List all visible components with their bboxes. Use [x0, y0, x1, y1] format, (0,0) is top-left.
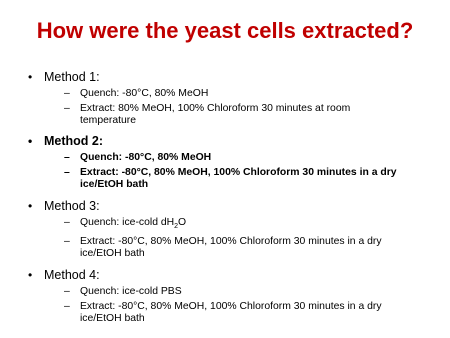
- method-3-extract-text-line1: Extract: -80°C, 80% MeOH, 100% Chloroform 30 minutes in a dry: [80, 236, 382, 248]
- method-2: [28, 134, 433, 191]
- method-4-extract-text-line1: Extract: -80°C, 80% MeOH, 100% Chloroform 30 minutes in a dry: [80, 301, 382, 313]
- bullet-icon: •: [28, 199, 33, 213]
- method-2-extract-text-line1: Extract: -80°C, 80% MeOH, 100% Chloroform 30 minutes in a dry: [80, 167, 397, 178]
- method-3-extract-text-line2: ice/EtOH bath: [80, 248, 145, 260]
- method-3-quench-suffix: O: [178, 217, 187, 228]
- method-3: [28, 199, 433, 260]
- method-4-heading: [28, 268, 433, 283]
- dash-icon: –: [64, 286, 70, 298]
- bullet-icon: •: [28, 70, 33, 84]
- method-1-quench: [28, 88, 433, 100]
- method-1-quench-text: Quench: -80°C, 80% MeOH: [80, 88, 209, 99]
- method-2-heading: [28, 134, 433, 149]
- method-1: [28, 70, 433, 127]
- method-4-extract-text-line2: ice/EtOH bath: [80, 313, 145, 325]
- method-3-quench-prefix: Quench: ice-cold dH: [80, 217, 175, 228]
- method-3-heading: [28, 199, 433, 214]
- method-2-quench: [28, 152, 433, 164]
- dash-icon: –: [64, 167, 70, 178]
- method-3-label: Method 3:: [44, 199, 100, 213]
- method-1-extract-text-line2: temperature: [80, 115, 137, 126]
- method-2-quench-text: Quench: -80°C, 80% MeOH: [80, 152, 212, 163]
- method-2-extract: [28, 167, 433, 191]
- dash-icon: –: [64, 103, 70, 114]
- method-2-label: Method 2:: [44, 134, 104, 148]
- method-1-extract-text-line1: Extract: 80% MeOH, 100% Chloroform 30 minutes at room: [80, 103, 351, 114]
- method-list: [28, 70, 433, 325]
- method-2-extract-text-line2: ice/EtOH bath: [80, 179, 149, 190]
- bullet-icon: •: [28, 268, 33, 283]
- method-4-label: Method 4:: [44, 268, 100, 283]
- slide-title: How were the yeast cells extracted?: [36, 18, 414, 43]
- method-3-quench-subscript: 2: [174, 223, 179, 231]
- method-1-extract: [28, 103, 433, 127]
- method-4-quench-text: Quench: ice-cold PBS: [80, 286, 182, 298]
- dash-icon: –: [64, 152, 70, 163]
- method-4: [28, 268, 433, 325]
- dash-icon: –: [64, 236, 70, 248]
- bullet-icon: •: [28, 134, 33, 148]
- method-1-label: Method 1:: [44, 70, 100, 84]
- method-1-heading: [28, 70, 433, 85]
- method-4-extract: [28, 301, 433, 325]
- dash-icon: –: [64, 217, 70, 228]
- method-4-quench: [28, 286, 433, 298]
- dash-icon: –: [64, 88, 70, 99]
- dash-icon: –: [64, 301, 70, 313]
- method-3-extract: [28, 236, 433, 260]
- method-3-quench: [28, 217, 433, 233]
